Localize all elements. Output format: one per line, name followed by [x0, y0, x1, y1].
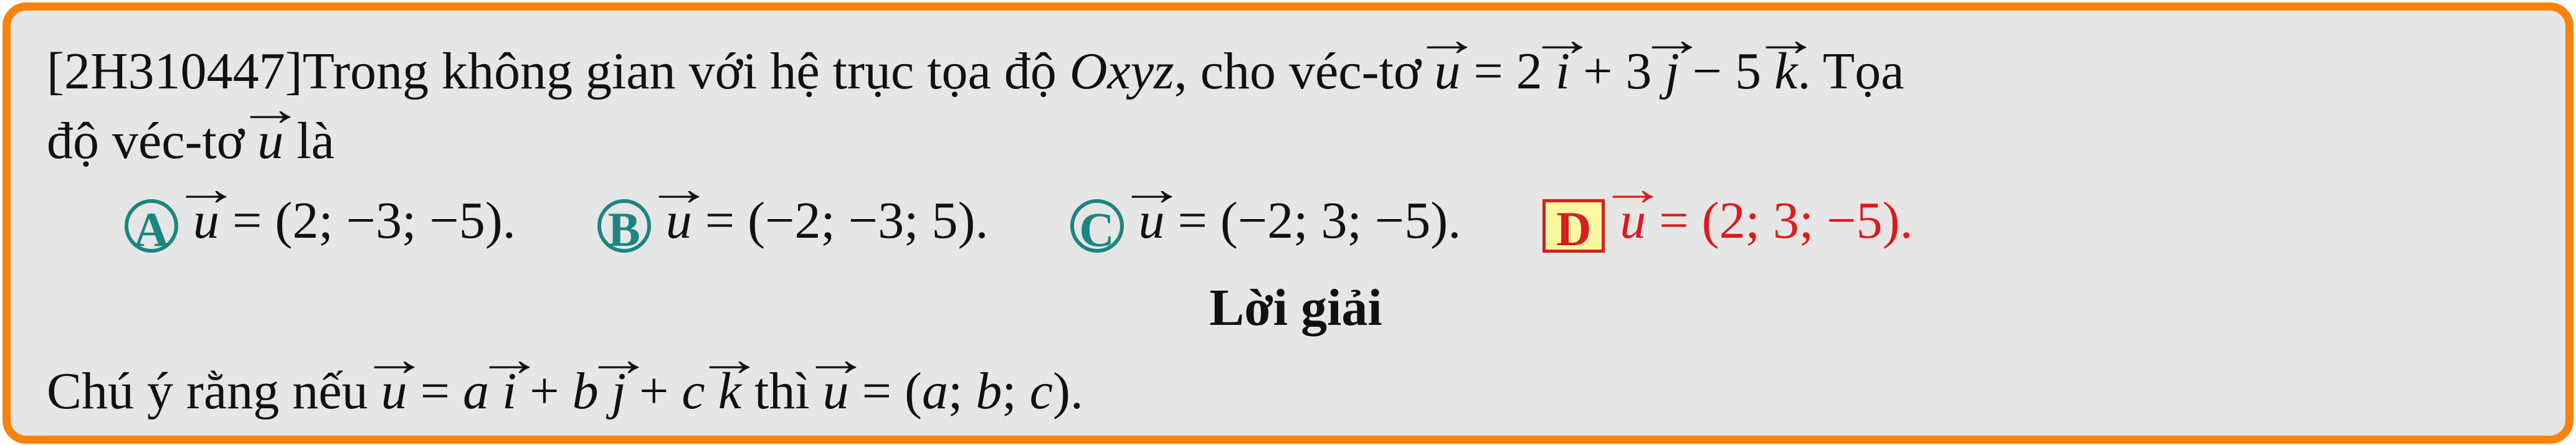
option-a[interactable]	[125, 182, 516, 256]
option-c-value: = (−2; 3; −5).	[1164, 192, 1461, 250]
option-a-vector: → u	[193, 182, 219, 256]
solution-result: = (	[848, 362, 923, 420]
option-d-vector: → u	[1620, 182, 1646, 256]
solution-coef-a: a	[462, 362, 489, 420]
option-b-value: = (−2; −3; 5).	[692, 192, 989, 250]
option-c-badge: C	[1070, 199, 1124, 253]
solution-coef-c: c	[682, 362, 705, 420]
solution-res-c: c	[1029, 362, 1053, 420]
option-b-vector: → u	[666, 182, 692, 256]
solution-vector-i: → i	[502, 353, 516, 426]
option-c-vector: → u	[1139, 182, 1165, 256]
coordinate-system: Oxyz	[1069, 42, 1174, 100]
vector-u: → u	[1434, 33, 1460, 106]
equation-part-2: + 3	[1570, 42, 1665, 100]
problem-text-2: , cho véc-tơ	[1174, 42, 1435, 100]
solution-eq: =	[407, 362, 463, 420]
solution-vector-u-2: → u	[823, 353, 849, 426]
equation-part-3: − 5	[1679, 42, 1775, 100]
option-b[interactable]	[597, 182, 989, 256]
exercise-card	[2, 2, 2574, 444]
vector-k: → k	[1774, 33, 1797, 106]
solution-res-b: b	[976, 362, 1002, 420]
option-a-value: = (2; −3; −5).	[219, 192, 516, 250]
solution-heading: Lời giải	[1209, 279, 1382, 337]
problem-text-4: là	[283, 112, 335, 170]
solution-text-1: Chú ý rằng nếu	[47, 362, 381, 420]
option-d-value: = (2; 3; −5).	[1646, 192, 1913, 250]
solution-res-a: a	[922, 362, 949, 420]
problem-code: [2H310447]	[47, 42, 303, 100]
problem-line-1	[47, 33, 1904, 106]
problem-text-3: độ véc-tơ	[47, 112, 258, 170]
solution-plus-2: +	[626, 362, 682, 420]
solution-plus-1: +	[516, 362, 573, 420]
option-d[interactable]	[1542, 182, 1913, 256]
solution-vector-k: → k	[718, 353, 741, 426]
option-a-badge: A	[125, 199, 178, 253]
problem-tail: . Tọa	[1797, 42, 1904, 100]
problem-text-1: Trong không gian với hệ trục tọa độ	[302, 42, 1070, 100]
vector-u-2: → u	[257, 103, 283, 176]
option-b-badge: B	[597, 199, 651, 253]
solution-sep-1: ;	[948, 362, 976, 420]
solution-then: thì	[741, 362, 823, 420]
vector-i: → i	[1556, 33, 1570, 106]
solution-end: ).	[1053, 362, 1083, 420]
equation-part-1: = 2	[1460, 42, 1556, 100]
solution-sep-2: ;	[1002, 362, 1030, 420]
option-c[interactable]	[1070, 182, 1461, 256]
option-d-badge: D	[1542, 199, 1605, 253]
solution-vector-u: → u	[381, 353, 407, 426]
answer-options	[125, 182, 1982, 256]
solution-coef-b: b	[572, 362, 599, 420]
solution-line	[47, 353, 1083, 426]
solution-vector-j: → j	[612, 353, 626, 426]
vector-j: → j	[1665, 33, 1679, 106]
